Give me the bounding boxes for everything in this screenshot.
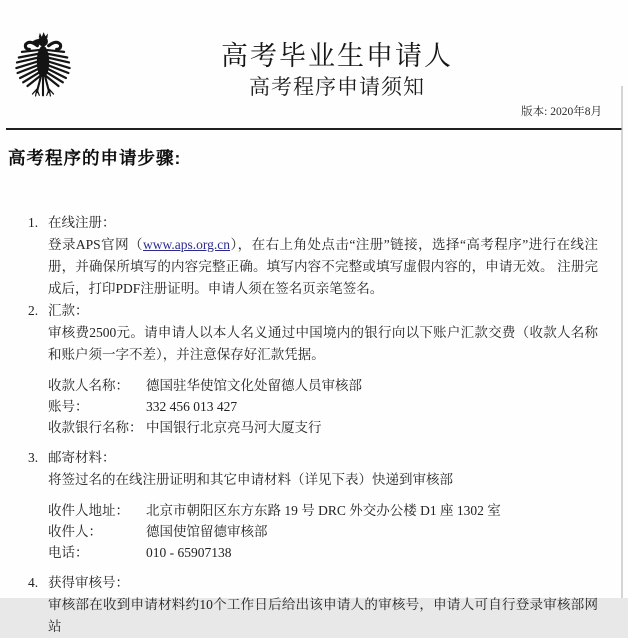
recipient-details [48,500,598,563]
step-number: 3. [28,450,39,465]
step-online-registration [0,212,628,300]
detail-row [48,542,598,563]
detail-value: 中国银行北京亮马河大厦支行 [146,420,322,435]
detail-value: 德国使馆留德审核部 [146,524,268,539]
step-remittance [0,300,628,438]
detail-label: 收款银行名称： [48,420,143,435]
paragraph-text: ），在右上角处点击“注册”链接，选择“高考程序”进行在线注册，并确保所填写的内容完整正确。填写内容不完整或填写虚假内容的，申请无效。 注册完成后，打印PDF注册证明。申请人须在签名页亲笔签名。 [48,237,599,296]
detail-row [48,500,598,521]
step-label: 获得审核号： [48,575,129,590]
step-number: 1. [28,215,39,230]
aps-website-link[interactable]: www.aps.org.cn [143,237,231,252]
detail-row [48,521,598,542]
step-paragraph: 审核费2500元。请申请人以本人名义通过中国境内的银行向以下账户汇款交费（收款人名称和账户须一字不差），并注意保存好汇款凭据。 [48,325,598,362]
detail-label: 电话： [48,545,89,560]
detail-label: 收件人地址： [48,503,129,518]
page-title: 高考毕业生申请人 [221,41,453,71]
detail-value: 德国驻华使馆文化处留德人员审核部 [146,378,362,393]
step-paragraph [48,234,598,300]
detail-value: 332 456 013 427 [146,399,238,414]
detail-label: 收件人： [48,524,102,539]
step-label: 在线注册： [48,215,116,230]
step-label: 汇款： [48,303,89,318]
detail-label: 收款人名称： [48,378,129,393]
detail-label: 账号： [48,399,89,414]
header-divider [6,128,622,130]
paragraph-text: 登录APS官网（ [48,237,144,252]
detail-value: 010 - 65907138 [146,545,232,560]
step-label: 邮寄材料： [48,450,116,465]
steps-list [0,212,628,638]
title-block [0,0,628,100]
section-heading: 高考程序的申请步骤: [8,148,182,168]
step-paragraph: 审核部在收到申请材料约10个工作日后给出该申请人的审核号，申请人可自行登录审核部网站 [48,597,598,634]
page-subtitle: 高考程序申请须知 [249,75,425,99]
detail-value: 北京市朝阳区东方东路 19 号 DRC 外交办公楼 D1 座 1302 室 [146,503,501,518]
page-edge-shadow [621,86,623,598]
version-label: 版本: 2020年8月 [521,106,602,118]
detail-row [48,417,598,438]
payee-details [48,375,598,438]
detail-row [48,396,598,417]
step-get-aps-number [0,572,628,638]
step-number: 2. [28,303,39,318]
german-federal-eagle-icon [12,31,74,115]
step-mail-materials [0,447,628,563]
step-paragraph: 将签过名的在线注册证明和其它申请材料（详见下表）快递到审核部 [48,472,453,487]
step-number: 4. [28,575,39,590]
document-header [0,0,628,128]
detail-row [48,375,598,396]
